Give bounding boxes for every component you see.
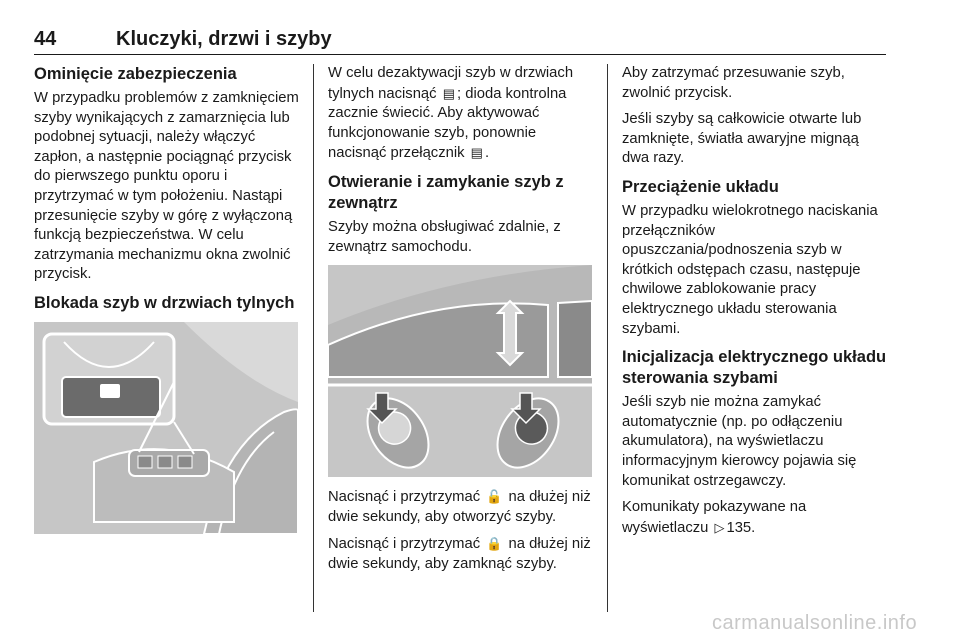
remote-window-illustration bbox=[328, 265, 592, 477]
paragraph-bypass: W przypadku problemów z zamknięciem szyby wynikających z zamarznięcia lub podobnej sytuacji, należy włączyć zapłon, a następnie pociągnąć przycisk do pierwszego punktu oporu i przytrzymać w tym położeniu. Nastąpi przesunięcie szyby w górę z wyłączoną funkcją bezpieczeństwa. W celu zatrzymania mechanizmu okna zwolnić przycisk. bbox=[34, 90, 299, 283]
page-number: 44 bbox=[34, 28, 57, 50]
heading-init: Inicjalizacja elektrycznego układu sterowania szybami bbox=[622, 348, 887, 388]
column-3 bbox=[622, 64, 888, 545]
text-close-a: Nacisnąć i przytrzymać bbox=[328, 536, 481, 553]
paragraph-deactivate bbox=[328, 64, 596, 164]
watermark: carmanualsonline.info bbox=[712, 612, 918, 634]
text-deactivate-b: ; dioda kontrolna zacznie świecić. Aby aktywować funkcjonowanie szyb, ponownie nacisnąć przełącznik bbox=[328, 85, 567, 162]
text-close-b: na dłużej niż dwie sekundy, aby zamknąć szyby. bbox=[328, 536, 591, 572]
window-lock-icon: ▤ bbox=[470, 145, 483, 161]
column-divider bbox=[607, 64, 608, 612]
page-header bbox=[34, 28, 886, 55]
lock-button-icon: 🔒 bbox=[486, 536, 503, 552]
unlock-button-icon: 🔓 bbox=[486, 489, 503, 505]
text-open-b: na dłużej niż dwie sekundy, aby otworzyć szyby. bbox=[328, 489, 591, 525]
page-reference-link[interactable]: 135. bbox=[726, 519, 756, 536]
heading-overload: Przeciążenie układu bbox=[622, 177, 779, 196]
window-lock-icon: ▤ bbox=[442, 85, 455, 101]
text-open-a: Nacisnąć i przytrzymać bbox=[328, 489, 481, 506]
paragraph-hazard: Jeśli szyby są całkowicie otwarte lub zamknięte, światła awaryjne mignąą dwa razy. bbox=[622, 111, 862, 167]
heading-outside: Otwieranie i zamykanie szyb z zewnątrz bbox=[328, 172, 564, 212]
paragraph-open bbox=[328, 487, 596, 527]
paragraph-close bbox=[328, 534, 596, 574]
text-deactivate-a: W celu dezaktywacji szyb w drzwiach tylnych nacisnąć bbox=[328, 65, 574, 102]
door-switch-illustration bbox=[34, 322, 298, 534]
paragraph-outside: Szyby można obsługiwać zdalnie, z zewnątrz samochodu. bbox=[328, 218, 561, 255]
paragraph-stop: Aby zatrzymać przesuwanie szyb, zwolnić przycisk. bbox=[622, 65, 845, 101]
heading-bypass: Ominięcie zabezpieczenia bbox=[34, 65, 237, 83]
heading-rear-lock: Blokada szyb w drzwiach tylnych bbox=[34, 293, 295, 312]
column-divider bbox=[313, 64, 314, 612]
text-deactivate-c: . bbox=[484, 145, 490, 162]
paragraph-overload: W przypadku wielokrotnego naciskania przełączników opuszczania/podnoszenia szyb w krótkich odstępach czasu, następuje chwilowe zablokowanie pracy elektrycznego układu sterowania szybami. bbox=[622, 202, 878, 337]
page-reference-arrow-icon[interactable]: ▷ bbox=[714, 519, 725, 535]
paragraph-messages bbox=[622, 498, 888, 538]
door-panel-drawing bbox=[34, 322, 298, 534]
paragraph-init: Jeśli szyb nie można zamykać automatycznie (np. po odłączeniu akumulatora), na wyświetlaczu informacyjnym kierowcy pojawia się komunikat ostrzegawczy. bbox=[622, 394, 857, 489]
car-window-key-drawing bbox=[328, 265, 592, 477]
column-1 bbox=[34, 64, 302, 544]
text-messages-a: Komunikaty pokazywane na wyświetlaczu bbox=[622, 499, 807, 536]
column-2 bbox=[328, 64, 596, 582]
chapter-title: Kluczyki, drzwi i szyby bbox=[116, 28, 332, 50]
